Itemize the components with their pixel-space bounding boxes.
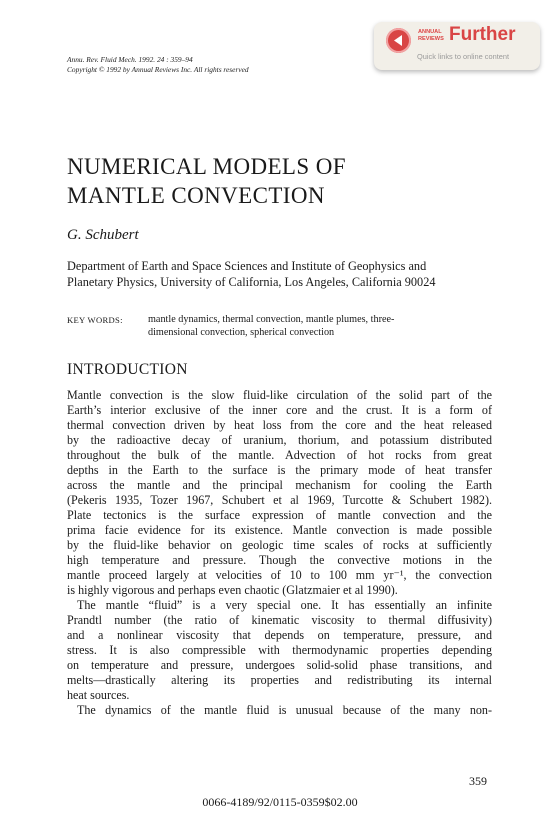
- further-label: Further: [449, 24, 516, 45]
- body-line: across the mantle and the principal mechanism for cooling the Earth: [67, 478, 492, 492]
- quick-links-tagline: Quick links to online content: [417, 52, 510, 61]
- article-title: [67, 152, 507, 210]
- body-line: high temperature and pressure. Though the convective motions in the: [67, 553, 492, 567]
- body-line: depths in the Earth to the surface is the primary mode of heat transfer: [67, 463, 492, 477]
- key-words-line: dimensional convection, spherical convection: [148, 327, 335, 338]
- body-line: Earth’s interior exclusive of the inner core and the crust. It is a form of: [67, 403, 492, 417]
- body-line: Prandtl number (the ratio of kinematic viscosity to thermal diffusivity): [67, 613, 492, 627]
- body-line: by the fluid-like behavior on geologic time scales of rocks at sufficiently: [67, 538, 492, 552]
- annual-reviews-label: [418, 29, 444, 42]
- body-line: mantle proceed largely at velocities of 10 to 100 mm yr⁻¹, the convection: [67, 568, 492, 582]
- annual-label: ANNUAL: [418, 29, 442, 35]
- title-line: NUMERICAL MODELS OF: [67, 154, 346, 179]
- key-words-label: KEY WORDS:: [67, 315, 123, 325]
- play-arrow-icon: [386, 28, 411, 53]
- body-line: by the radioactive decay of uranium, thorium, and potassium distributed: [67, 433, 492, 447]
- copyright-line: Copyright © 1992 by Annual Reviews Inc. All rights reserved: [67, 65, 249, 74]
- author-name: G. Schubert: [67, 227, 139, 243]
- reviews-label: REVIEWS: [418, 35, 444, 42]
- body-line: heat sources.: [67, 688, 130, 702]
- journal-citation: [67, 55, 387, 75]
- body-line: and a nonlinear viscosity that depends on temperature, pressure, and: [67, 628, 492, 642]
- key-words-line: mantle dynamics, thermal convection, mantle plumes, three-: [148, 314, 395, 325]
- affiliation-line: Planetary Physics, University of California, Los Angeles, California 90024: [67, 275, 436, 289]
- author-affiliation: [67, 258, 497, 290]
- key-words-list: [148, 313, 394, 339]
- body-line: thermal convection driven by heat loss from the core and the heat released: [67, 418, 492, 432]
- body-line: throughout the bulk of the mantle. Advection of hot rocks from great: [67, 448, 492, 462]
- body-line: Mantle convection is the slow fluid-like circulation of the solid part of the: [67, 388, 492, 402]
- title-line: MANTLE CONVECTION: [67, 183, 325, 208]
- body-line: melts—drastically altering its properties and redistributing its internal: [67, 673, 492, 687]
- body-line: The mantle “fluid” is a very special one. It has essentially an infinite: [77, 598, 492, 612]
- body-line: is highly vigorous and perhaps even chaotic (Glatzmaier et al 1990).: [67, 583, 398, 597]
- annual-reviews-further-badge[interactable]: [374, 22, 540, 70]
- page-number: 359: [469, 774, 487, 788]
- body-line: The dynamics of the mantle fluid is unusual because of the many non-: [77, 703, 492, 717]
- section-heading: INTRODUCTION: [67, 361, 188, 378]
- body-line: (Pekeris 1935, Tozer 1967, Schubert et al 1969, Turcotte & Schubert 1982).: [67, 493, 492, 507]
- journal-citation-line: Annu. Rev. Fluid Mech. 1992. 24 : 359–94: [67, 55, 193, 64]
- body-text: [67, 388, 492, 718]
- body-line: Plate tectonics is the surface expression of mantle convection and the: [67, 508, 492, 522]
- affiliation-line: Department of Earth and Space Sciences and Institute of Geophysics and: [67, 259, 427, 273]
- article-code: 0066-4189/92/0115-0359$02.00: [202, 795, 358, 809]
- body-line: on temperature and pressure, undergoes solid-solid phase transitions, and: [67, 658, 492, 672]
- body-line: prima facie evidence for its existence. Mantle convection is made possible: [67, 523, 492, 537]
- body-line: stress. It is also compressible with thermodynamic properties depending: [67, 643, 492, 657]
